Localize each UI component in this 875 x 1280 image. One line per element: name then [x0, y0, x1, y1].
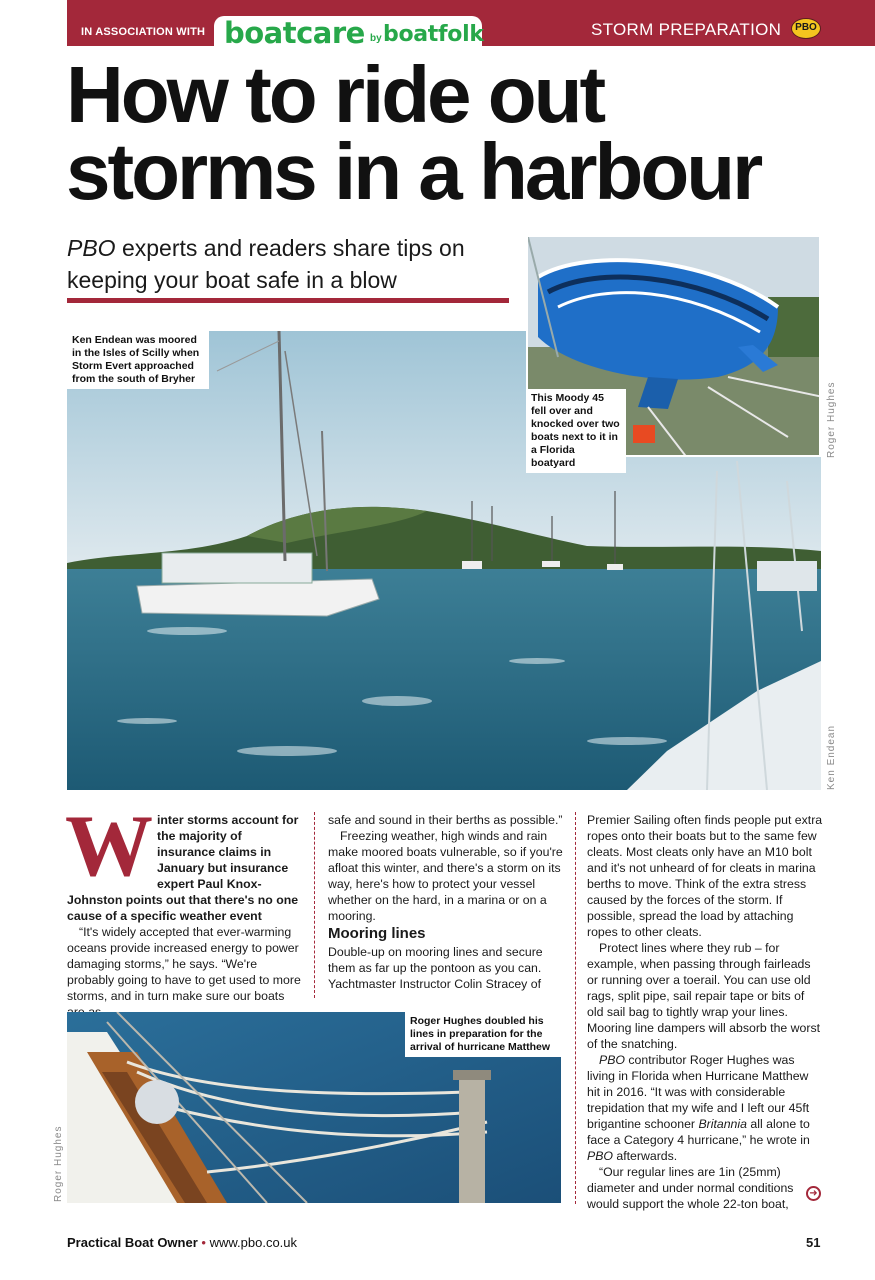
sponsor-logo-by: by [370, 33, 382, 44]
headline [66, 50, 856, 216]
column-divider [314, 812, 315, 998]
body-paragraph: safe and sound in their berths as possible.” [328, 813, 563, 827]
footer-url: www.pbo.co.uk [205, 1235, 298, 1250]
standfirst-rule [67, 298, 509, 303]
page-number: 51 [806, 1235, 821, 1250]
arrow-right-icon: ➜ [806, 1186, 821, 1201]
body-paragraph: Premier Sailing often finds people put extra ropes onto their boats but to the same few cleats. Most cleats only have an M10 bolt and it's not unheard of for cleats in marina berths to move. Think of the extra stress caused by the forces of the storm. If possible, spread the load by attaching ropes to other cleats. [587, 813, 823, 939]
inset-photo-credit: Roger Hughes [826, 381, 837, 458]
subhead-mooring-lines: Mooring lines [328, 925, 426, 942]
footer-bullet: • [201, 1235, 206, 1250]
intro-paragraph: inter storms account for the majority of insurance claims in January but insurance expert Paul Knox-Johnston points out that there's no one cause of a specific weather event [67, 813, 299, 923]
inset-photo-caption: This Moody 45 fell over and knocked over two boats next to it in a Florida boatyard [526, 389, 626, 473]
pbo-italic: PBO [599, 1053, 625, 1067]
boat-name: Britannia [698, 1117, 747, 1131]
sponsor-logo-boatfolk: boatfolk [383, 22, 484, 47]
lines-photo-credit: Roger Hughes [53, 1125, 64, 1202]
body-paragraph: “Our regular lines are 1in (25mm) diameter and under normal conditions would support the whole 22-ton boat, [587, 1165, 794, 1211]
body-paragraph: Protect lines where they rub – for example, when passing through fairleads or running over a toerail. You can use old rags, split pipe, sail repair tape or bits of old sail bag to tightly wrap your lines. Mooring line dampers will absorb the worst of the snatching. [587, 941, 821, 1051]
body-paragraph: Freezing weather, high winds and rain make moored boats vulnerable, so if you're afloat this winter, and there's a storm on its way, here's how to protect your vessel whether on the hard, in a marina or on a mooring. [328, 829, 563, 923]
standfirst-text: experts and readers share tips on keeping your boat safe in a blow [67, 235, 465, 293]
lines-photo-caption: Roger Hughes doubled his lines in preparation for the arrival of hurricane Matthew [405, 1012, 561, 1057]
body-paragraph [587, 1052, 823, 1164]
headline-line-2: storms in a harbour [66, 127, 761, 216]
standfirst-pbo: PBO [67, 235, 116, 261]
association-label: IN ASSOCIATION WITH [81, 26, 206, 38]
body-paragraph: “It's widely accepted that ever-warming oceans provide increased energy to power damaging storms,” he says. “We're probably going to have to get used to more storms, and in turn make sure our boats [67, 925, 301, 1003]
column-divider [575, 812, 576, 1204]
standfirst [67, 232, 517, 296]
headline-line-1: How to ride out [66, 50, 604, 139]
body-column-1 [65, 798, 303, 1020]
body-text: afterwards. [612, 1149, 678, 1163]
body-text: contributor Roger Hughes was living in Florida when Hurricane Matthew hit in 2016. “It was with considerable trepidation that my wife and I left our 45ft brigantine schooner [587, 1053, 810, 1131]
pbo-badge-logo: PBO [791, 18, 821, 39]
body-text: all alone to face a Category 4 hurricane,” he wrote in [587, 1117, 810, 1147]
section-label: STORM PREPARATION [591, 20, 782, 39]
main-photo-credit: Ken Endean [826, 724, 837, 790]
footer-magazine: Practical Boat Owner [67, 1235, 198, 1250]
pbo-italic: PBO [587, 1149, 613, 1163]
body-paragraph: Double-up on mooring lines and secure them as far up the pontoon as you can. Yachtmaster Instructor Colin Stracey of [328, 945, 543, 991]
main-photo-caption: Ken Endean was moored in the Isles of Scilly when Storm Evert approached from the south of Bryher [67, 331, 209, 389]
sponsor-logo-boatcare: boatcare [224, 16, 365, 50]
drop-cap: W [65, 798, 153, 895]
body-column-2 [328, 812, 564, 992]
body-column-3 [587, 812, 823, 1212]
footer-masthead [67, 1235, 297, 1250]
